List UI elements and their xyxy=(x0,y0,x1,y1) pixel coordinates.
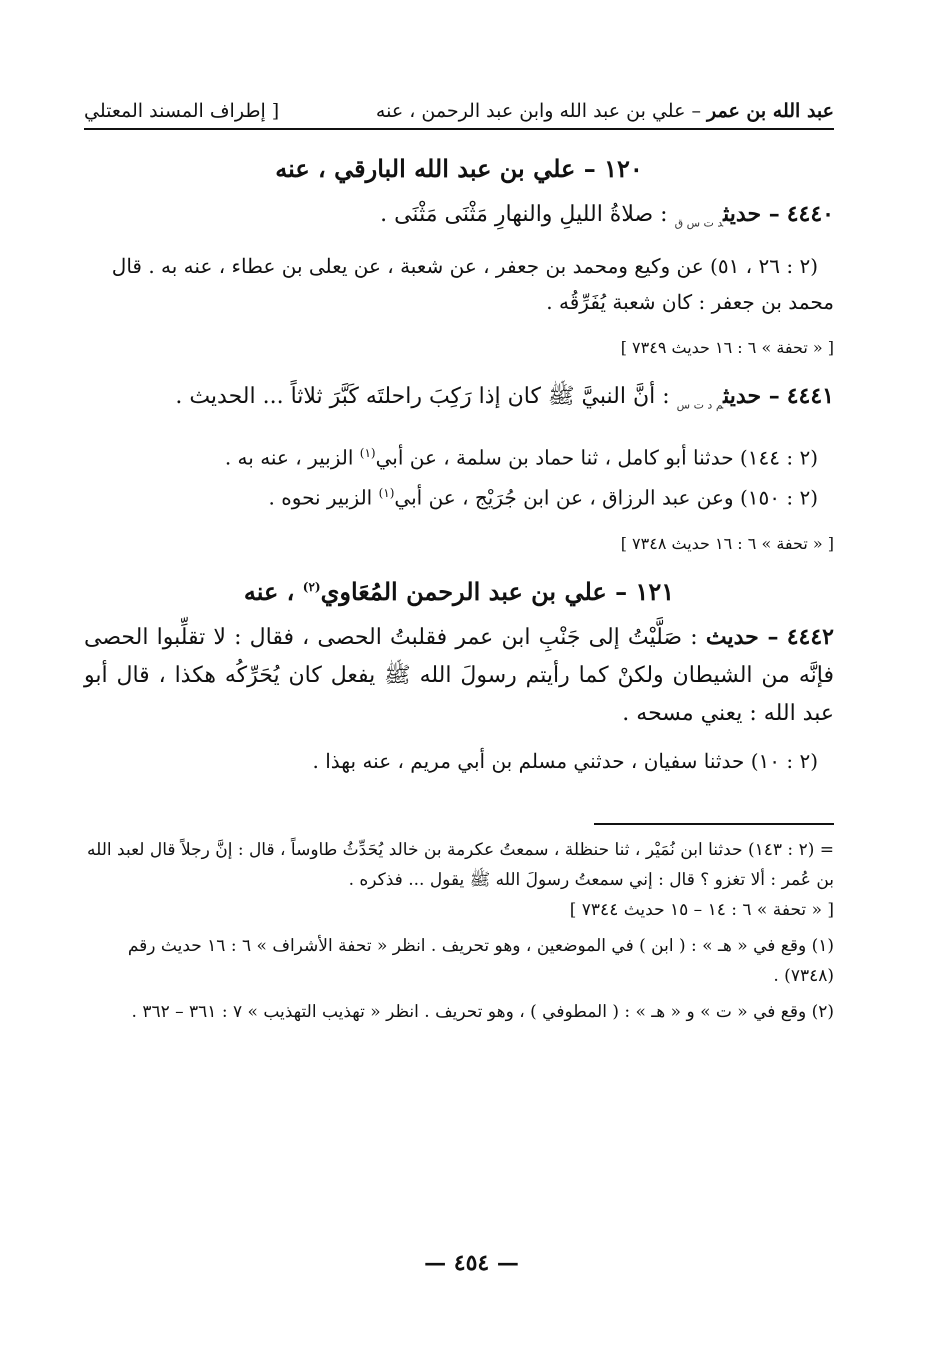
page-number: — ٤٥٤ — xyxy=(424,1250,519,1276)
hadith-4441 xyxy=(84,377,834,424)
tuhfa-ref-4441: [ « تحفة » ٦ : ١٦ حديث ٧٣٤٨ ] xyxy=(620,534,834,554)
hadith-label: – حديث xyxy=(705,624,779,651)
continuation-mark: = xyxy=(819,840,834,861)
hadith-label: – حديث xyxy=(723,201,780,227)
footnote-continuation-tuhfa: [ « تحفة » ٦ : ١٤ – ١٥ حديث ٧٣٤٤ ] xyxy=(569,900,834,921)
header-right xyxy=(376,100,834,122)
isnad-text: (٢ : ١٥٠) وعن عبد الرزاق ، عن ابن جُرَيْج ، عن أبي xyxy=(394,486,818,511)
running-header xyxy=(84,100,834,130)
footnote-ref: (١) xyxy=(359,445,376,460)
hadith-4442 xyxy=(84,618,834,733)
hadith-number: ٤٤٤١ xyxy=(786,383,834,410)
page-body xyxy=(84,100,834,1027)
section-title-120: ١٢٠ – علي بن عبد الله البارقي ، عنه xyxy=(275,154,643,183)
isnad-4442: (٢ : ١٠) حدثنا سفيان ، حدثني مسلم بن أبي مريم ، عنه بهذا . xyxy=(312,749,818,774)
footnote-ref: (٢) xyxy=(302,580,321,595)
hadith-4440 xyxy=(84,195,834,242)
header-book-title: [ إطراف المسند المعتلي xyxy=(84,100,280,122)
hadith-text: : أنَّ النبيَّ ﷺ كان إذا رَكِبَ راحلتَه كَبَّرَ ثلاثاً ... الحديث . xyxy=(175,384,670,410)
hadith-number: ٤٤٤٢ xyxy=(786,624,834,651)
isnad-text: الزبير نحوه . xyxy=(268,486,379,511)
footnote-2: (٢) وقع في « ت » و « هـ » : ( المطوفي ) ، وهو تحريف . انظر « تهذيب التهذيب » ٧ : ٣٦١ – ٣٦٢ . xyxy=(131,1002,834,1023)
isnad-4441-a xyxy=(84,435,834,476)
hadith-number: ٤٤٤٠ xyxy=(786,201,834,227)
continuation-text: (٢ : ١٤٣) حدثنا ابن نُمَيْر ، ثنا حنظلة ، سمعتُ عكرمة بن خالد يُحَدِّثُ طاوساً ، قال : إنَّ رجلاً قال لعبد الله بن عُمر : ألا تغزو ؟ قال : إني سمعتُ رسولَ الله ﷺ يقول ... فذكره . xyxy=(87,840,834,891)
section-title-text: ١٢١ – علي بن عبد الرحمن المُعَاوي xyxy=(320,577,675,607)
isnad-4441-b xyxy=(84,475,834,516)
hadith-label: – حديث xyxy=(723,383,780,410)
footnote-continuation xyxy=(84,835,834,895)
isnad-4440: (٢ : ٢٦ ، ٥١) عن وكيع ومحمد بن جعفر ، عن شعبة ، عن يعلى بن عطاء ، عنه به . قال محمد بن جعفر : كان شعبة يُفَرِّقُه . xyxy=(111,254,834,315)
header-author: عبد الله بن عمر xyxy=(707,100,834,122)
isnad-text: (٢ : ١٤٤) حدثنا أبو كامل ، ثنا حماد بن سلمة ، عن أبي xyxy=(375,445,818,470)
footnote-ref: (١) xyxy=(378,486,395,501)
footnote-separator xyxy=(594,823,834,825)
hadith-sigla: م د ت س xyxy=(676,398,724,412)
section-title-121 xyxy=(84,577,834,606)
footnote-1: (١) وقع في « هـ » : ( ابن ) في الموضعين ، وهو تحريف . انظر « تحفة الأشراف » ٦ : ١٦ حديث رقم (٧٣٤٨) . xyxy=(127,936,834,987)
hadith-sigla: د ت س ق xyxy=(674,216,724,230)
hadith-text: : صلاةُ الليلِ والنهارِ مَثْنَى مَثْنَى . xyxy=(380,202,668,227)
header-subject: – علي بن عبد الله وابن عبد الرحمن ، عنه xyxy=(375,100,707,122)
tuhfa-ref-4440: [ « تحفة » ٦ : ١٦ حديث ٧٣٤٩ ] xyxy=(620,338,834,358)
isnad-text: الزبير ، عنه به . xyxy=(224,445,360,470)
section-title-text: ، عنه xyxy=(243,577,303,607)
hadith-text: : صَلَّيْتُ إلى جَنْبِ ابن عمر فقلبتُ الحصى ، فقال : لا تقلِّبوا الحصى فإنَّه من الشيطان ولكنْ كما رأيتم رسولَ الله ﷺ يفعل كان يُحَرِّكُه هكذا ، قال أبو عبد الله : يعني مسحه . xyxy=(84,625,834,727)
